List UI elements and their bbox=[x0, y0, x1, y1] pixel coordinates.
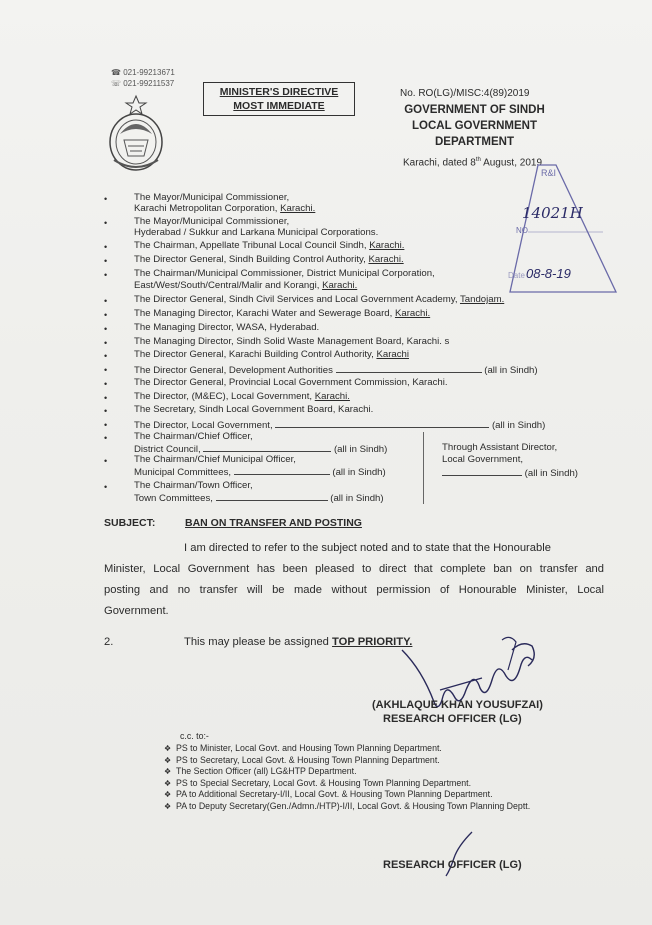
phone-1: ☎ 021-99213671 bbox=[111, 68, 175, 77]
cc-item: ❖ The Section Officer (all) LG&HTP Department. bbox=[164, 766, 357, 776]
cc-item: ❖ PA to Additional Secretary-I/II, Local Govt. & Housing Town Planning Department. bbox=[164, 789, 493, 799]
bullet: • bbox=[104, 406, 108, 416]
stamp-date: 08-8-19 bbox=[526, 266, 571, 281]
addressee-9: The Managing Director, Sindh Solid Waste Management Board, Karachi. s bbox=[134, 336, 450, 347]
para-1-line-4: Government. bbox=[104, 605, 169, 617]
bullet: • bbox=[104, 420, 108, 430]
diamond-bullet-icon: ❖ bbox=[164, 801, 172, 811]
addressee-13: The Director, (M&EC), Local Government, Karachi. bbox=[134, 391, 350, 402]
subject-text: BAN ON TRANSFER AND POSTING bbox=[185, 517, 362, 529]
addressee-3: The Chairman, Appellate Tribunal Local Council Sindh, Karachi. bbox=[134, 240, 405, 251]
through-line-3: (all in Sindh) bbox=[442, 466, 578, 480]
through-line-1: Through Assistant Director, bbox=[442, 442, 558, 453]
addressee-1-line-2: Karachi Metropolitan Corporation, Karachi. bbox=[134, 203, 316, 214]
bullet: • bbox=[104, 365, 108, 375]
diamond-bullet-icon: ❖ bbox=[164, 778, 172, 788]
addressee-10: The Director General, Karachi Building Control Authority, Karachi bbox=[134, 349, 409, 360]
government-heading bbox=[382, 102, 567, 150]
gov-line-2: LOCAL GOVERNMENT bbox=[411, 120, 537, 132]
addressee-2-line-2: Hyderabad / Sukkur and Larkana Municipal Corporations. bbox=[134, 227, 379, 238]
addressee-17-line-2: Municipal Committees, (all in Sindh) bbox=[134, 467, 386, 478]
bullet: • bbox=[104, 270, 108, 280]
addressee-16-line-2: District Council, (all in Sindh) bbox=[134, 444, 388, 455]
addressee-4: The Director General, Sindh Building Control Authority, Karachi. bbox=[134, 254, 404, 265]
bullet: • bbox=[104, 242, 108, 252]
addressee-8: The Managing Director, WASA, Hyderabad. bbox=[134, 322, 320, 333]
bullet: • bbox=[104, 456, 108, 466]
stamp-no-label: NO bbox=[516, 226, 528, 235]
addressee-17-line-1: The Chairman/Chief Municipal Officer, bbox=[134, 454, 296, 465]
through-block bbox=[442, 442, 578, 480]
bullet: • bbox=[104, 351, 108, 361]
diamond-bullet-icon: ❖ bbox=[164, 790, 172, 799]
bullet: • bbox=[104, 324, 108, 334]
gov-line-1: GOVERNMENT OF SINDH bbox=[404, 104, 545, 116]
para-1-line-1: I am directed to refer to the subject noted and to state that the Honourable bbox=[184, 542, 551, 554]
cc-item: ❖ PS to Minister, Local Govt. and Housing Town Planning Department. bbox=[164, 743, 442, 753]
gov-line-3: DEPARTMENT bbox=[434, 136, 514, 148]
addressee-11: The Director General, Development Authorities (all in Sindh) bbox=[134, 365, 538, 376]
addressee-14: The Secretary, Sindh Local Government Board, Karachi. bbox=[134, 404, 374, 415]
bullet: • bbox=[104, 338, 108, 348]
footer-title: RESEARCH OFFICER (LG) bbox=[383, 859, 522, 871]
bullet: • bbox=[104, 218, 108, 228]
addressee-15: The Director, Local Government, (all in Sindh) bbox=[134, 420, 546, 431]
stamp-top-label: R&I bbox=[541, 168, 557, 178]
bullet: • bbox=[104, 433, 108, 443]
signatory-name: (AKHLAQUE KHAN YOUSUFZAI) bbox=[372, 699, 543, 711]
diamond-bullet-icon: ❖ bbox=[164, 755, 172, 765]
addressee-16-line-1: The Chairman/Chief Officer, bbox=[134, 431, 253, 442]
cc-label: c.c. to:- bbox=[180, 731, 209, 741]
addressee-2-line-1: The Mayor/Municipal Commissioner, bbox=[134, 216, 290, 227]
addressee-1-line-1: The Mayor/Municipal Commissioner, bbox=[134, 192, 290, 203]
addressee-5-line-2: East/West/South/Central/Malir and Korangi, Karachi. bbox=[134, 280, 358, 291]
addressee-18-line-1: The Chairman/Town Officer, bbox=[134, 480, 253, 491]
directive-line-1: MINISTER'S DIRECTIVE bbox=[219, 86, 339, 98]
reference-number: No. RO(LG)/MISC:4(89)2019 bbox=[400, 88, 530, 99]
addressee-5-line-1: The Chairman/Municipal Commissioner, District Municipal Corporation, bbox=[134, 268, 435, 279]
addressee-7: The Managing Director, Karachi Water and Sewerage Board, Karachi. bbox=[134, 308, 431, 319]
paragraph-1 bbox=[104, 538, 604, 622]
stamp-number: 14021H bbox=[522, 204, 583, 222]
addressee-18-line-2: Town Committees, (all in Sindh) bbox=[134, 493, 384, 504]
through-line-2: Local Government, bbox=[442, 454, 524, 465]
bullet: • bbox=[104, 256, 108, 266]
bullet: • bbox=[104, 379, 108, 389]
letter-date: Karachi, dated 8th August, 2019 bbox=[403, 157, 543, 169]
stamp-date-label: Date bbox=[508, 271, 525, 280]
phone-2: ☏ 021-99211537 bbox=[111, 79, 175, 88]
diamond-bullet-icon: ❖ bbox=[164, 744, 172, 753]
bullet: • bbox=[104, 194, 108, 204]
bullet: • bbox=[104, 310, 108, 320]
receipt-stamp bbox=[508, 160, 618, 295]
signatory-title: RESEARCH OFFICER (LG) bbox=[383, 713, 522, 725]
sindh-government-emblem-icon bbox=[108, 94, 164, 174]
bullet: • bbox=[104, 296, 108, 306]
directive-line-2: MOST IMMEDIATE bbox=[233, 100, 325, 112]
cc-list bbox=[164, 743, 530, 812]
cc-item: ❖ PA to Deputy Secretary(Gen./Admn./HTP)-I/II, Local Govt. & Housing Town Planning Deptt. bbox=[164, 800, 531, 811]
cc-item: ❖ PS to Secretary, Local Govt. & Housing Town Planning Department. bbox=[164, 754, 440, 765]
diamond-bullet-icon: ❖ bbox=[164, 767, 172, 776]
cc-item: ❖ PS to Special Secretary, Local Govt. & Housing Town Planning Department. bbox=[164, 777, 472, 788]
para-1-line-3: posting and no transfer will be made without permission of Honourable Minister, Local bbox=[104, 584, 604, 596]
bullet: • bbox=[104, 482, 108, 492]
addressee-6: The Director General, Sindh Civil Services and Local Government Academy, Tandojam. bbox=[134, 294, 505, 305]
bullet: • bbox=[104, 393, 108, 403]
paragraph-2-number: 2. bbox=[104, 636, 114, 648]
vertical-divider bbox=[423, 432, 424, 504]
subject-label: SUBJECT: bbox=[104, 517, 156, 529]
paragraph-2: This may please be assigned TOP PRIORITY. bbox=[184, 636, 413, 648]
para-1-line-2: Minister, Local Government has been pleased to direct that complete ban on transfer and bbox=[104, 563, 604, 575]
directive-box bbox=[203, 82, 355, 116]
addressee-12: The Director General, Provincial Local Government Commission, Karachi. bbox=[134, 377, 448, 388]
